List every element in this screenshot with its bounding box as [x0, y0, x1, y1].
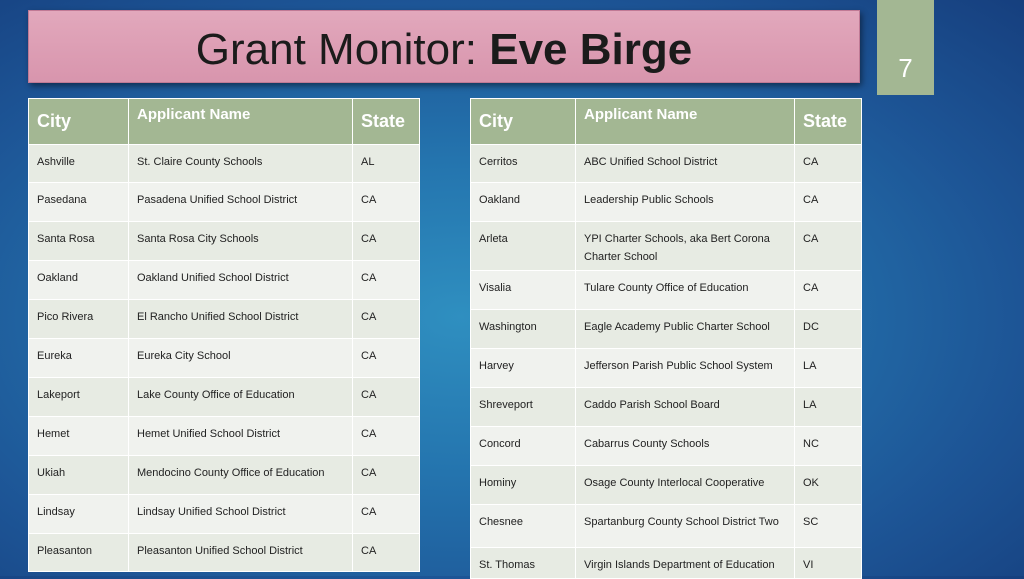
table-row — [29, 378, 420, 417]
cell-city: Pico Rivera — [29, 300, 129, 339]
cell-city: Concord — [471, 427, 576, 466]
cell-state: SC — [795, 505, 862, 548]
cell-city: Shreveport — [471, 388, 576, 427]
cell-applicant-name: Caddo Parish School Board — [576, 388, 795, 427]
cell-city: St. Thomas — [471, 548, 576, 579]
table-row — [29, 495, 420, 534]
cell-state: CA — [353, 300, 420, 339]
table-row — [471, 505, 862, 548]
table-row — [471, 183, 862, 222]
cell-city: Arleta — [471, 222, 576, 271]
cell-state: DC — [795, 310, 862, 349]
cell-state: CA — [795, 183, 862, 222]
cell-applicant-name: Spartanburg County School District Two — [576, 505, 795, 548]
table-row — [471, 310, 862, 349]
cell-city: Ashville — [29, 145, 129, 183]
cell-applicant-name: Virgin Islands Department of Education — [576, 548, 795, 579]
cell-state: CA — [353, 378, 420, 417]
cell-city: Ukiah — [29, 456, 129, 495]
title-banner — [28, 10, 860, 83]
cell-state: CA — [353, 339, 420, 378]
cell-state: LA — [795, 388, 862, 427]
cell-applicant-name: Eagle Academy Public Charter School — [576, 310, 795, 349]
table-row — [471, 271, 862, 310]
cell-applicant-name: Lindsay Unified School District — [129, 495, 353, 534]
cell-state: CA — [353, 417, 420, 456]
table-row — [29, 222, 420, 261]
slide-title — [29, 25, 859, 75]
cell-applicant-name: Tulare County Office of Education — [576, 271, 795, 310]
cell-city: Chesnee — [471, 505, 576, 548]
table-row — [29, 145, 420, 183]
cell-city: Harvey — [471, 349, 576, 388]
table-row — [29, 417, 420, 456]
cell-city: Oakland — [471, 183, 576, 222]
cell-state: CA — [353, 534, 420, 572]
cell-applicant-name: Leadership Public Schools — [576, 183, 795, 222]
table-row — [471, 145, 862, 183]
cell-city: Pleasanton — [29, 534, 129, 572]
cell-state: OK — [795, 466, 862, 505]
cell-applicant-name: El Rancho Unified School District — [129, 300, 353, 339]
cell-applicant-name: Santa Rosa City Schools — [129, 222, 353, 261]
table-row — [471, 466, 862, 505]
cell-applicant-name: St. Claire County Schools — [129, 145, 353, 183]
table-row — [471, 427, 862, 466]
column-header-city: City — [29, 99, 129, 145]
cell-city: Oakland — [29, 261, 129, 300]
cell-applicant-name: Mendocino County Office of Education — [129, 456, 353, 495]
table-row — [471, 388, 862, 427]
cell-state: NC — [795, 427, 862, 466]
column-header-city: City — [471, 99, 576, 145]
grantee-table-left — [28, 98, 420, 572]
cell-city: Lindsay — [29, 495, 129, 534]
cell-state: CA — [795, 222, 862, 271]
table-row — [471, 349, 862, 388]
cell-state: CA — [353, 495, 420, 534]
table-row — [29, 339, 420, 378]
cell-state: CA — [353, 456, 420, 495]
table-header-row — [29, 99, 420, 145]
cell-city: Pasedana — [29, 183, 129, 222]
cell-city: Hemet — [29, 417, 129, 456]
column-header-state: State — [353, 99, 420, 145]
table-row — [29, 534, 420, 572]
cell-city: Cerritos — [471, 145, 576, 183]
cell-city: Santa Rosa — [29, 222, 129, 261]
cell-state: CA — [353, 222, 420, 261]
cell-state: CA — [353, 261, 420, 300]
cell-applicant-name: Oakland Unified School District — [129, 261, 353, 300]
cell-city: Washington — [471, 310, 576, 349]
cell-applicant-name: Jefferson Parish Public School System — [576, 349, 795, 388]
page-number: 7 — [877, 0, 934, 95]
cell-state: CA — [795, 271, 862, 310]
column-header-applicant-name: Applicant Name — [129, 99, 353, 145]
cell-applicant-name: Eureka City School — [129, 339, 353, 378]
cell-applicant-name: YPI Charter Schools, aka Bert Corona Charter School — [576, 222, 795, 271]
table-header-row — [471, 99, 862, 145]
table-row — [29, 261, 420, 300]
cell-state: CA — [353, 183, 420, 222]
cell-applicant-name: Pleasanton Unified School District — [129, 534, 353, 572]
cell-city: Hominy — [471, 466, 576, 505]
column-header-applicant-name: Applicant Name — [576, 99, 795, 145]
cell-applicant-name: Lake County Office of Education — [129, 378, 353, 417]
cell-applicant-name: ABC Unified School District — [576, 145, 795, 183]
table-row — [29, 456, 420, 495]
cell-state: CA — [795, 145, 862, 183]
cell-applicant-name: Pasadena Unified School District — [129, 183, 353, 222]
title-name: Eve Birge — [489, 25, 693, 74]
table-row — [29, 300, 420, 339]
cell-state: LA — [795, 349, 862, 388]
cell-city: Visalia — [471, 271, 576, 310]
column-header-state: State — [795, 99, 862, 145]
cell-applicant-name: Osage County Interlocal Cooperative — [576, 466, 795, 505]
cell-state: AL — [353, 145, 420, 183]
cell-applicant-name: Hemet Unified School District — [129, 417, 353, 456]
cell-city: Eureka — [29, 339, 129, 378]
table-row — [471, 548, 862, 579]
cell-state: VI — [795, 548, 862, 579]
grantee-table-right — [470, 98, 862, 579]
cell-city: Lakeport — [29, 378, 129, 417]
table-row — [471, 222, 862, 271]
cell-applicant-name: Cabarrus County Schools — [576, 427, 795, 466]
title-prefix: Grant Monitor: — [195, 25, 490, 74]
table-row — [29, 183, 420, 222]
